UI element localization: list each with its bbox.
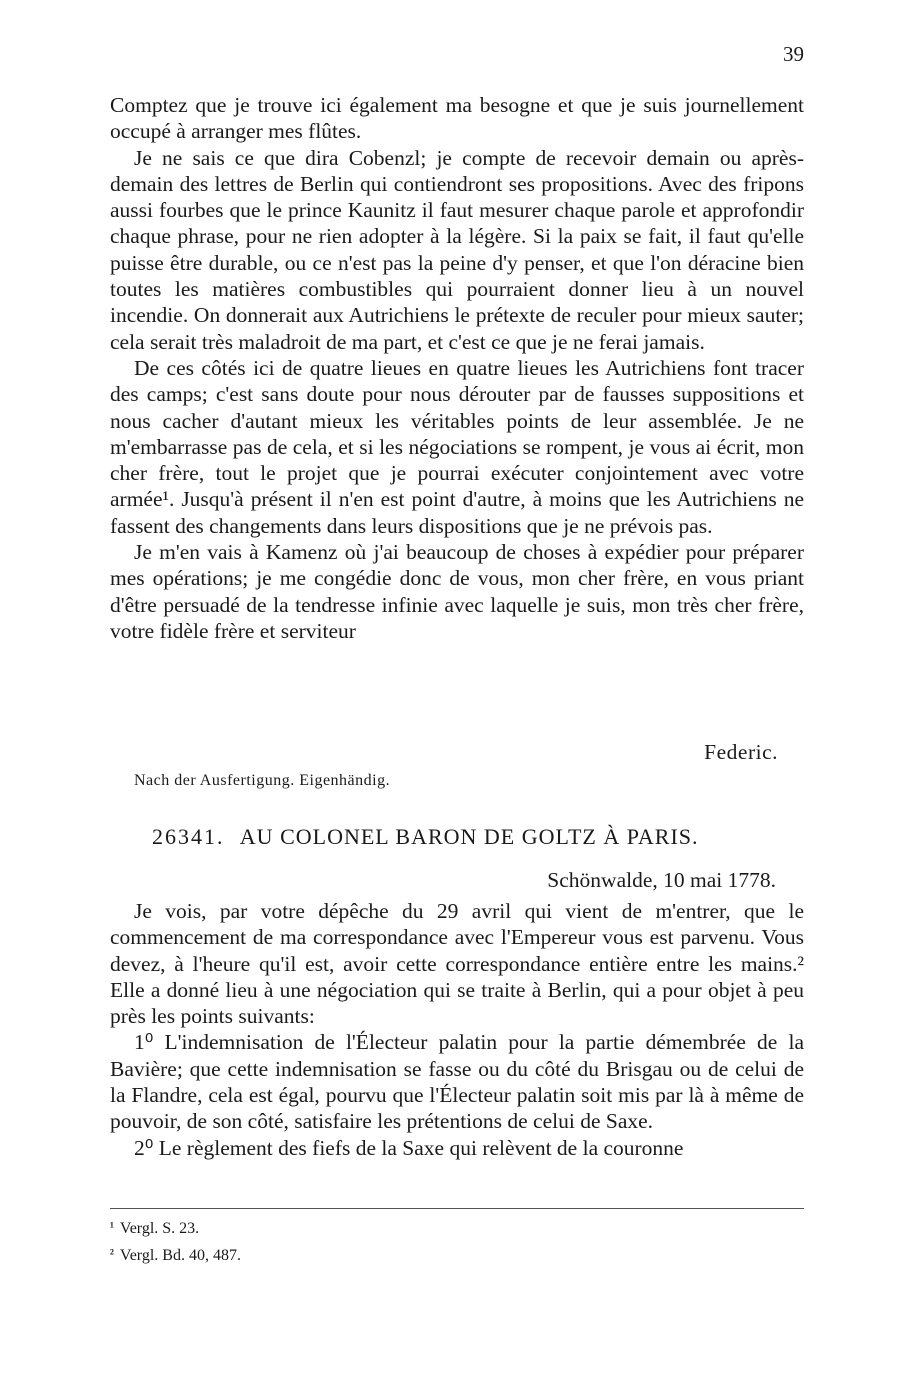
paragraph: Je m'en vais à Kamenz où j'ai beaucoup de choses à expédier pour préparer mes opérations; je me congédie donc de vous, mon cher frère, en vous priant d'être persuadé de la tendresse infinie avec laquelle je suis, mon très cher frère, votre fidèle frère et serviteur [110, 540, 804, 643]
paragraph: Je ne sais ce que dira Cobenzl; je compte de recevoir demain ou après-demain des lettres de Berlin qui contiendront ses propositions. Avec des fripons aussi fourbes que le prince Kaunitz il faut mesurer chaque parole et approfondir chaque phrase, pour ne rien adopter à la légère. Si la paix se fait, il faut qu'elle puisse être durable, ou ce n'est pas la peine d'y penser, et que l'on déracine bien toutes les matières combustibles qui pourraient donner lieu à un nouvel incendie. On donnerait aux Autrichiens le prétexte de reculer pour mieux sauter; cela serait très maladroit de ma part, et c'est ce que je ne ferai jamais. [110, 145, 804, 354]
footnote-text: Vergl. Bd. 40, 487. [119, 1247, 241, 1264]
footnote-text: Vergl. S. 23. [119, 1220, 200, 1237]
place-date: Schönwalde, 10 mai 1778. [547, 868, 776, 892]
footnote-marker: ² [110, 1246, 114, 1261]
letter-number: 26341. [152, 824, 225, 849]
paragraph: De ces côtés ici de quatre lieues en quatre lieues les Autrichiens font tracer des camps; c'est sans doute pour nous dérouter par de fausses suppositions et nous cacher d'autant mieux les véritables points de leur assemblée. Je ne m'embarrasse pas de cela, et si les négociations se rompent, je vous ai écrit, mon cher frère, tout le projet que je pourrai exécuter conjointement avec votre armée¹. Jusqu'à présent il n'en est point d'autre, à moins que les Autrichiens ne fassent des changements dans leurs dispositions que je ne prévois pas. [110, 355, 804, 538]
letter-end-body [110, 92, 804, 644]
paragraph: Je vois, par votre dépêche du 29 avril qui vient de m'entrer, que le commencement de ma correspondance avec l'Empereur vous est parvenu. Vous devez, à l'heure qu'il est, avoir cette correspondance entière entre les mains.² Elle a donné lieu à une négociation qui se traite à Berlin, qui a pour objet à peu près les points suivants: [110, 899, 804, 1029]
footnote-divider [110, 1208, 804, 1209]
footnote [110, 1241, 241, 1268]
letter-new-body [110, 898, 804, 1161]
footnote [110, 1214, 241, 1241]
signature: Federic. [704, 740, 778, 764]
paragraph: 1⁰ L'indemnisation de l'Électeur palatin pour la partie démembrée de la Bavière; que cette indemnisation se fasse ou du côté du Brisgau ou de celui de la Flandre, cela est égal, pourvu que l'Électeur palatin soit mis par là à même de pouvoir, de son côté, satisfaire les prétentions de celui de Saxe. [110, 1030, 804, 1134]
paragraph: 2⁰ Le règlement des fiefs de la Saxe qui relèvent de la couronne [134, 1135, 684, 1160]
paragraph: Comptez que je trouve ici également ma besogne et que je suis journellement occupé à arranger mes flûtes. [110, 93, 804, 144]
letter-heading [152, 824, 699, 850]
source-note: Nach der Ausfertigung. Eigenhändig. [134, 772, 391, 789]
page-number: 39 [783, 42, 804, 66]
footnote-marker: ¹ [110, 1219, 114, 1234]
letter-title: AU COLONEL BARON DE GOLTZ À PARIS. [239, 824, 699, 849]
footnotes [110, 1214, 241, 1268]
